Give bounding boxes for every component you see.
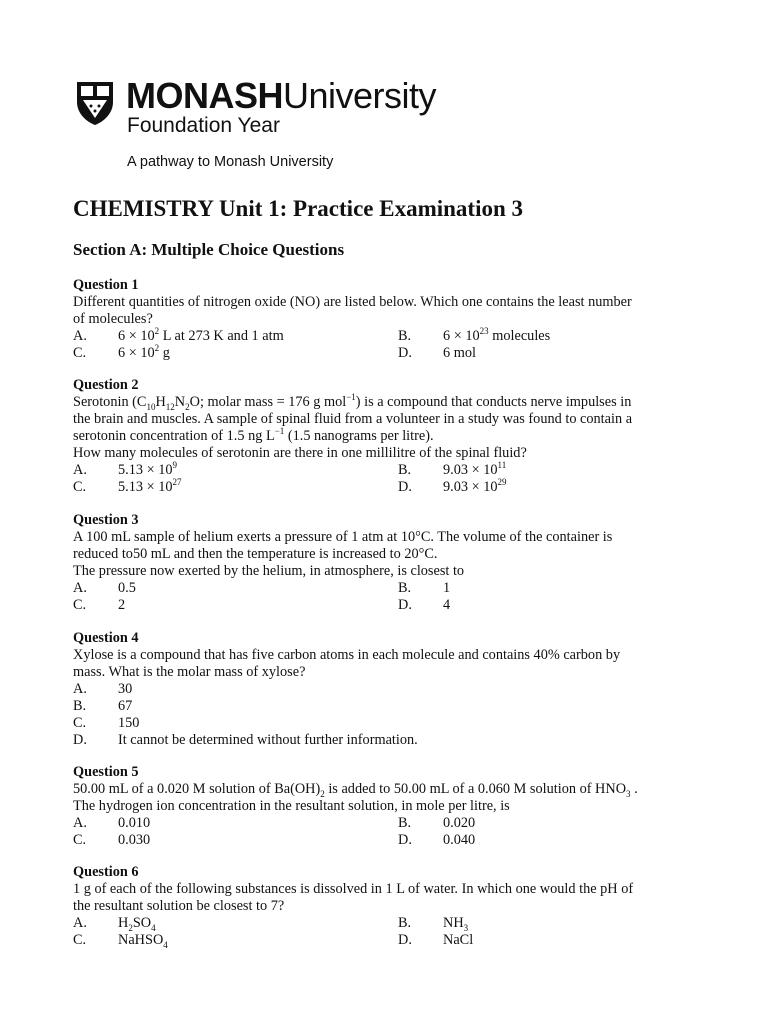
option-text: $5.13 \times 10^9$ [118, 460, 178, 478]
option-letter: C. [73, 345, 87, 361]
question-text: Different quantities of nitrogen oxide (NO) are listed below. Which one contains the least number [73, 294, 632, 310]
question-2 [73, 377, 693, 496]
tagline: A pathway to Monash University [127, 154, 334, 170]
option-text: $9.03 \times 10^{11}$ [443, 460, 507, 478]
question-text: mass. What is the molar mass of xylose? [73, 664, 306, 680]
question-heading: Question 5 [73, 764, 139, 780]
question-text: serotonin concentration of 1.5 ng $L^{-1}$ (1.5 nanograms per litre). [73, 426, 434, 444]
option-text: 2 [118, 597, 126, 613]
question-heading: Question 4 [73, 630, 139, 646]
option-text: $6 \times 10^2$ L at 273 K and 1 atm [118, 326, 284, 344]
option-letter: A. [73, 915, 87, 931]
options [73, 915, 693, 949]
question-text: 50.00 mL of a 0.020 M solution of $Ba(OH)_2$ is added to 50.00 mL of a 0.060 M solution of $HNO_3$ . [73, 781, 638, 799]
option-letter: C. [73, 832, 87, 848]
options [73, 328, 693, 362]
options [73, 580, 693, 614]
question-text: Xylose is a compound that has five carbon atoms in each molecule and contains 40% carbon by [73, 647, 621, 663]
page-title: CHEMISTRY Unit 1: Practice Examination 3 [73, 196, 524, 221]
option-text: NaHSO$_4$ [118, 932, 168, 950]
option-letter: D. [73, 732, 87, 748]
question-1 [73, 277, 693, 362]
options [73, 462, 693, 496]
option-letter: A. [73, 580, 87, 596]
option-text: 0.010 [118, 815, 151, 831]
question-text: 1 g of each of the following substances is dissolved in 1 L of water. In which one would the pH of [73, 881, 634, 897]
question-5 [73, 764, 693, 849]
option-text: 0.020 [443, 815, 476, 831]
brand-subtitle: Foundation Year [127, 114, 280, 137]
section-heading: Section A: Multiple Choice Questions [73, 240, 345, 259]
option-text: 1 [443, 580, 451, 596]
question-3 [73, 512, 693, 614]
option-text: $9.03 \times 10^{29}$ [443, 477, 507, 495]
option-letter: C. [73, 715, 87, 731]
option-letter: C. [73, 479, 87, 495]
option-text: NaCl [443, 932, 474, 948]
option-text: 30 [118, 681, 133, 697]
option-letter: B. [73, 698, 87, 714]
question-text: the resultant solution be closest to 7? [73, 898, 285, 914]
option-letter: B. [398, 915, 412, 931]
option-text: 6 mol [443, 345, 476, 361]
option-letter: C. [73, 932, 87, 948]
question-text: the brain and muscles. A sample of spinal fluid from a volunteer in a study was found to contain a [73, 411, 633, 427]
option-letter: A. [73, 328, 87, 344]
question-heading: Question 1 [73, 277, 139, 293]
option-letter: A. [73, 462, 87, 478]
option-letter: B. [398, 580, 412, 596]
question-text: Serotonin ($C_{10}H_{12}N_2O$; molar mass = 176 g mol$^{-1}$) is a compound that conducts nerve impulses in [73, 392, 632, 412]
question-text: reduced to50 mL and then the temperature is increased to 20°C. [73, 546, 438, 562]
option-text: 0.5 [118, 580, 136, 596]
option-text: It cannot be determined without further information. [118, 732, 418, 748]
question-4 [73, 630, 693, 749]
options [73, 681, 693, 749]
option-text: 150 [118, 715, 140, 731]
option-letter: B. [398, 328, 412, 344]
option-text: 67 [118, 698, 133, 714]
option-text: 0.030 [118, 832, 151, 848]
option-text: $6 \times 10^2$ g [118, 343, 170, 361]
brand-name: MONASHUniversity [126, 75, 437, 116]
question-text: How many molecules of serotonin are there in one millilitre of the spinal fluid? [73, 445, 527, 461]
option-text: 0.040 [443, 832, 476, 848]
option-text: $5.13 \times 10^{27}$ [118, 477, 182, 495]
option-text: 4 [443, 597, 451, 613]
question-text: of molecules? [73, 311, 153, 327]
question-text: A 100 mL sample of helium exerts a pressure of 1 atm at 10°C. The volume of the container is [73, 529, 613, 545]
question-text: The pressure now exerted by the helium, in atmosphere, is closest to [73, 563, 465, 579]
option-letter: D. [398, 345, 412, 361]
question-6 [73, 864, 693, 949]
question-heading: Question 2 [73, 377, 139, 393]
option-text: $6 \times 10^{23}$ molecules [443, 326, 551, 344]
option-letter: B. [398, 462, 412, 478]
question-heading: Question 6 [73, 864, 139, 880]
option-text: $H_2SO_4$ [118, 915, 156, 933]
option-letter: D. [398, 832, 412, 848]
option-letter: B. [398, 815, 412, 831]
options [73, 815, 693, 849]
option-letter: A. [73, 681, 87, 697]
question-heading: Question 3 [73, 512, 139, 528]
option-letter: D. [398, 932, 412, 948]
option-letter: D. [398, 597, 412, 613]
option-letter: C. [73, 597, 87, 613]
option-letter: D. [398, 479, 412, 495]
monash-crest-icon [73, 78, 117, 126]
question-text: The hydrogen ion concentration in the resultant solution, in mole per litre, is [73, 798, 510, 814]
option-letter: A. [73, 815, 87, 831]
option-text: $NH_3$ [443, 915, 469, 933]
